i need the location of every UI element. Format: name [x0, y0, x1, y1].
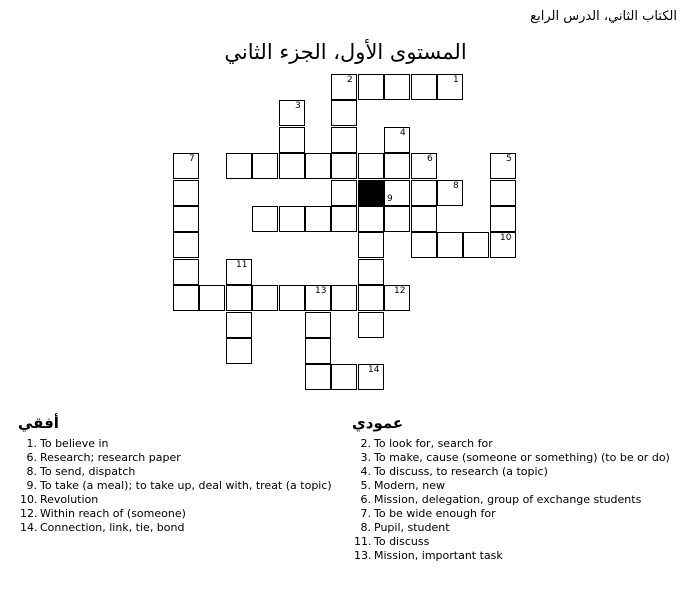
grid-cell[interactable]	[358, 74, 384, 100]
down-clue	[354, 493, 670, 507]
down-clue	[354, 549, 670, 563]
grid-cell[interactable]	[358, 232, 384, 258]
clue-text: Revolution	[40, 493, 99, 506]
clue-text: To take (a meal); to take up, deal with, treat (a topic)	[40, 479, 332, 492]
grid-cell[interactable]	[279, 127, 305, 153]
grid-cell[interactable]	[279, 206, 305, 232]
clue-text: Research; research paper	[40, 451, 181, 464]
clue-number: 13.	[354, 549, 372, 562]
grid-clue-number: 5	[506, 154, 512, 164]
clue-text: To discuss, to research (a topic)	[374, 465, 548, 478]
down-clue	[354, 535, 670, 549]
grid-cell[interactable]	[173, 232, 199, 258]
clue-text: To make, cause (someone or something) (to be or do)	[374, 451, 670, 464]
across-clue	[20, 507, 332, 521]
black-square	[358, 180, 384, 206]
grid-cell[interactable]	[226, 153, 252, 179]
grid-cell[interactable]	[199, 285, 225, 311]
clue-text: To send, dispatch	[40, 465, 136, 478]
clue-text: To believe in	[40, 437, 109, 450]
grid-cell[interactable]	[252, 285, 278, 311]
clue-text: Mission, delegation, group of exchange students	[374, 493, 642, 506]
clue-text: Pupil, student	[374, 521, 450, 534]
grid-cell[interactable]	[384, 153, 410, 179]
grid-clue-number: 12	[394, 286, 406, 296]
clue-number: 11.	[354, 535, 372, 548]
clue-number: 12.	[20, 507, 38, 520]
grid-clue-number: 2	[347, 75, 353, 85]
grid-cell[interactable]	[279, 153, 305, 179]
grid-clue-number: 1	[453, 75, 459, 85]
page-title: المستوى الأول، الجزء الثاني	[224, 40, 467, 64]
grid-cell[interactable]	[331, 180, 357, 206]
clue-number: 14.	[20, 521, 38, 534]
grid-clue-number: 4	[400, 128, 406, 138]
grid-cell[interactable]	[358, 259, 384, 285]
grid-cell[interactable]	[358, 312, 384, 338]
grid-cell[interactable]	[331, 74, 357, 100]
grid-cell[interactable]	[173, 285, 199, 311]
book-lesson-header: الكتاب الثاني، الدرس الرابع	[530, 9, 677, 24]
across-clue	[20, 437, 332, 451]
grid-cell[interactable]	[226, 285, 252, 311]
grid-cell[interactable]	[331, 206, 357, 232]
grid-clue-number: 13	[315, 286, 327, 296]
grid-cell[interactable]	[411, 153, 437, 179]
down-clue	[354, 507, 670, 521]
grid-cell[interactable]	[437, 180, 463, 206]
grid-cell[interactable]	[279, 285, 305, 311]
across-clue	[20, 521, 332, 535]
grid-cell[interactable]	[305, 364, 331, 390]
grid-clue-number: 3	[295, 101, 301, 111]
down-clue-list	[354, 437, 670, 563]
grid-cell[interactable]	[384, 206, 410, 232]
across-clue	[20, 451, 332, 465]
grid-cell[interactable]	[173, 180, 199, 206]
grid-cell[interactable]	[411, 232, 437, 258]
down-clue	[354, 479, 670, 493]
grid-cell[interactable]	[384, 74, 410, 100]
down-clue	[354, 437, 670, 451]
grid-cell[interactable]	[437, 232, 463, 258]
grid-cell[interactable]	[252, 206, 278, 232]
grid-cell[interactable]	[305, 206, 331, 232]
grid-clue-number: 14	[368, 365, 380, 375]
clue-number: 2.	[360, 437, 371, 450]
clue-number: 3.	[360, 451, 371, 464]
across-clue-list	[20, 437, 332, 535]
grid-cell[interactable]	[463, 232, 489, 258]
clue-number: 7.	[360, 507, 371, 520]
grid-cell[interactable]	[384, 127, 410, 153]
clue-number: 1.	[26, 437, 37, 450]
grid-cell[interactable]	[173, 153, 199, 179]
grid-cell[interactable]	[305, 312, 331, 338]
grid-cell[interactable]	[411, 180, 437, 206]
across-clue	[20, 465, 332, 479]
clue-number: 6.	[360, 493, 371, 506]
down-clue	[354, 521, 670, 535]
grid-cell[interactable]	[437, 74, 463, 100]
clue-number: 8.	[360, 521, 371, 534]
clue-number: 6.	[26, 451, 37, 464]
grid-clue-number: 10	[500, 233, 512, 243]
grid-cell[interactable]	[331, 153, 357, 179]
grid-cell[interactable]	[358, 285, 384, 311]
down-clue	[354, 465, 670, 479]
grid-cell[interactable]	[173, 259, 199, 285]
grid-cell[interactable]	[331, 364, 357, 390]
across-clue	[20, 479, 332, 493]
across-title: أفقي	[18, 414, 59, 432]
grid-clue-number: 7	[189, 154, 195, 164]
grid-cell[interactable]	[490, 180, 516, 206]
clue-number: 8.	[26, 465, 37, 478]
grid-cell[interactable]	[490, 206, 516, 232]
grid-cell[interactable]	[411, 206, 437, 232]
grid-clue-number: 8	[453, 181, 459, 191]
grid-cell[interactable]	[252, 153, 278, 179]
clue-text: Within reach of (someone)	[40, 507, 186, 520]
across-clue	[20, 493, 332, 507]
grid-clue-number: 6	[427, 154, 433, 164]
clue-text: To look for, search for	[374, 437, 493, 450]
grid-cell[interactable]	[305, 338, 331, 364]
grid-cell[interactable]	[331, 285, 357, 311]
clue-text: Mission, important task	[374, 549, 503, 562]
clue-number: 10.	[20, 493, 38, 506]
grid-cell[interactable]	[173, 206, 199, 232]
clue-number: 5.	[360, 479, 371, 492]
grid-cell[interactable]	[490, 153, 516, 179]
grid-clue-number: 11	[236, 260, 248, 270]
grid-cell[interactable]	[331, 127, 357, 153]
grid-cell[interactable]	[358, 153, 384, 179]
grid-cell[interactable]	[305, 153, 331, 179]
grid-clue-number: 9	[387, 194, 393, 204]
down-title: عمودي	[352, 414, 404, 432]
grid-cell[interactable]	[279, 100, 305, 126]
clue-text: To be wide enough for	[374, 507, 496, 520]
clue-number: 4.	[360, 465, 371, 478]
grid-cell[interactable]	[331, 100, 357, 126]
grid-cell[interactable]	[358, 206, 384, 232]
clue-text: Connection, link, tie, bond	[40, 521, 185, 534]
down-clue	[354, 451, 670, 465]
grid-cell[interactable]	[226, 312, 252, 338]
grid-cell[interactable]	[226, 338, 252, 364]
clue-number: 9.	[26, 479, 37, 492]
clue-text: Modern, new	[374, 479, 446, 492]
clue-text: To discuss	[374, 535, 430, 548]
grid-cell[interactable]	[411, 74, 437, 100]
